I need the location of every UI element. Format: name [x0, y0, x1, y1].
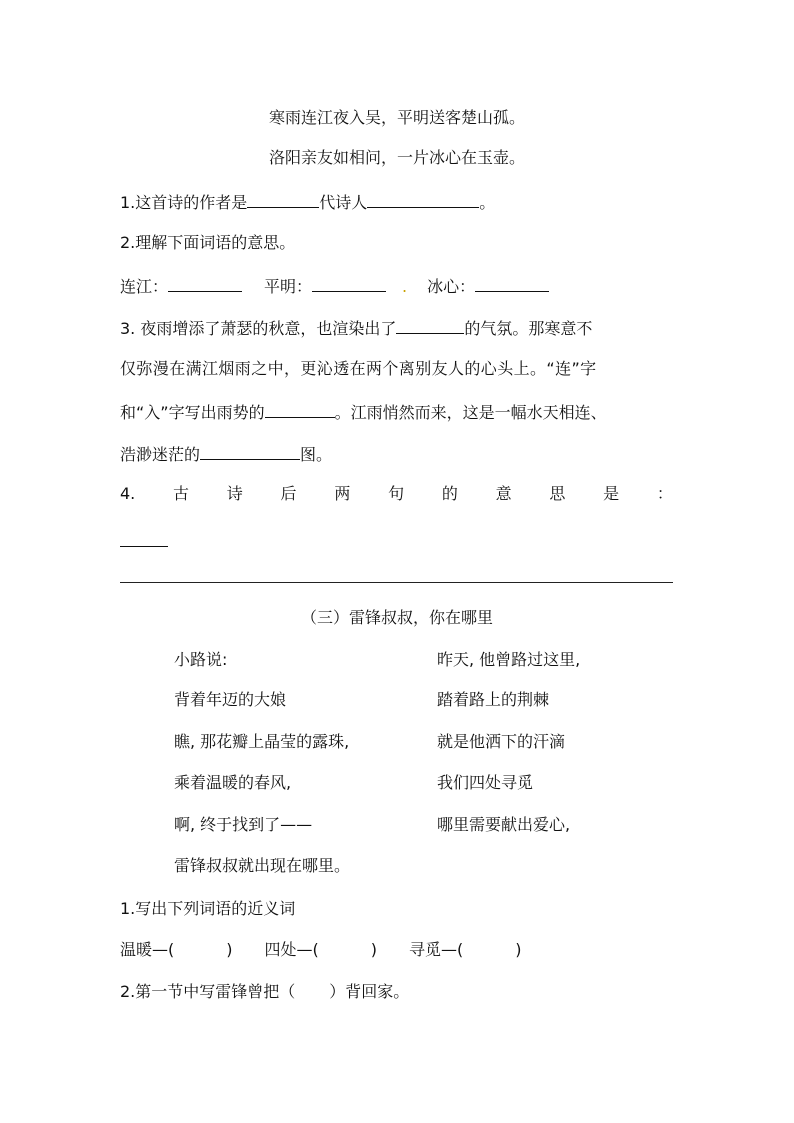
- q4-char: 后: [280, 484, 297, 503]
- answer-blank[interactable]: [475, 275, 549, 292]
- word-sichu: 四处—(: [264, 940, 319, 959]
- s3-question-1-words: [120, 940, 522, 960]
- term-bingxin: 冰心：: [427, 277, 476, 296]
- answer-line[interactable]: [120, 582, 673, 583]
- q3-text: 3. 夜雨增添了萧瑟的秋意，也渲染出了: [120, 319, 397, 338]
- question-3-line-1: [120, 317, 592, 339]
- section-3-title: （三）雷锋叔叔，你在哪里: [300, 608, 493, 627]
- s3q2-text: ）背回家。: [329, 982, 410, 1001]
- q3-text: 和“入”字写出雨势的: [120, 403, 265, 422]
- poem-line-2: 洛阳亲友如相问，一片冰心在玉壶。: [268, 148, 525, 167]
- s3q2-text: 2.第一节中写雷锋曾把（: [120, 982, 296, 1001]
- poem-right-line: 哪里需要献出爱心,: [437, 815, 571, 834]
- q4-char: 两: [334, 484, 351, 503]
- poem-left-line: 乘着温暖的春风,: [174, 773, 292, 792]
- q1-mid: 代诗人: [319, 193, 368, 212]
- question-3-line-4: [120, 443, 332, 465]
- term-lianjiang: 连江：: [120, 277, 169, 296]
- stray-dot: .: [402, 277, 408, 296]
- q4-char: 思: [549, 484, 566, 503]
- s3-question-2: [120, 982, 409, 1002]
- poem-right-line: 昨天, 他曾路过这里,: [437, 650, 581, 669]
- q3-text: 浩渺迷茫的: [120, 445, 201, 464]
- answer-blank[interactable]: [168, 275, 242, 292]
- answer-blank[interactable]: [200, 443, 300, 460]
- poem-left-line: 雷锋叔叔就出现在哪里。: [174, 856, 351, 875]
- q4-char: 诗: [226, 484, 243, 503]
- answer-blank[interactable]: [396, 317, 464, 334]
- q1-prefix: 1.这首诗的作者是: [120, 193, 248, 212]
- question-1: [120, 191, 495, 213]
- poem-right-line: 就是他洒下的汗滴: [437, 732, 566, 751]
- poem-line-1: 寒雨连江夜入吴，平明送客楚山孤。: [268, 108, 525, 127]
- q3-text: 的气氛。那寒意不: [464, 319, 593, 338]
- answer-blank[interactable]: [367, 191, 479, 208]
- question-4: [120, 484, 673, 504]
- poem-left-line: 瞧, 那花瓣上晶莹的露珠,: [174, 732, 350, 751]
- q4-char: ：: [656, 484, 673, 503]
- question-2-title: 2.理解下面词语的意思。: [120, 233, 296, 252]
- q3-text: 。江雨悄然而来，这是一幅水天相连、: [334, 403, 607, 422]
- poem-left-line: 背着年迈的大娘: [174, 690, 287, 709]
- q1-suffix: 。: [479, 193, 496, 212]
- q4-char: 是: [603, 484, 620, 503]
- poem-right-line: 踏着路上的荆棘: [437, 690, 550, 709]
- question-3-line-2: 仅弥漫在满江烟雨之中，更沁透在两个离别友人的心头上。“连”字: [120, 359, 597, 378]
- answer-blank[interactable]: [247, 191, 319, 208]
- q4-char: 的: [441, 484, 458, 503]
- answer-blank[interactable]: [312, 275, 386, 292]
- q4-char: 意: [495, 484, 512, 503]
- word-xunmi: 寻觅—(: [409, 940, 464, 959]
- question-2-terms: [120, 275, 549, 297]
- poem-left-line: 啊, 终于找到了——: [174, 815, 313, 834]
- close-paren: ): [226, 940, 233, 959]
- answer-blank[interactable]: [265, 401, 335, 418]
- poem-left-line: 小路说:: [174, 650, 228, 669]
- term-pingming: 平明：: [264, 277, 313, 296]
- s3-question-1-title: 1.写出下列词语的近义词: [120, 899, 296, 918]
- word-wennuan: 温暖—(: [120, 940, 175, 959]
- answer-blank[interactable]: [120, 530, 168, 547]
- close-paren: ): [370, 940, 377, 959]
- close-paren: ): [515, 940, 522, 959]
- q4-char: 古: [173, 484, 190, 503]
- q3-text: 图。: [300, 445, 333, 464]
- q4-char: 4.: [120, 484, 136, 503]
- poem-right-line: 我们四处寻觅: [437, 773, 534, 792]
- question-3-line-3: [120, 401, 607, 423]
- q4-char: 句: [388, 484, 405, 503]
